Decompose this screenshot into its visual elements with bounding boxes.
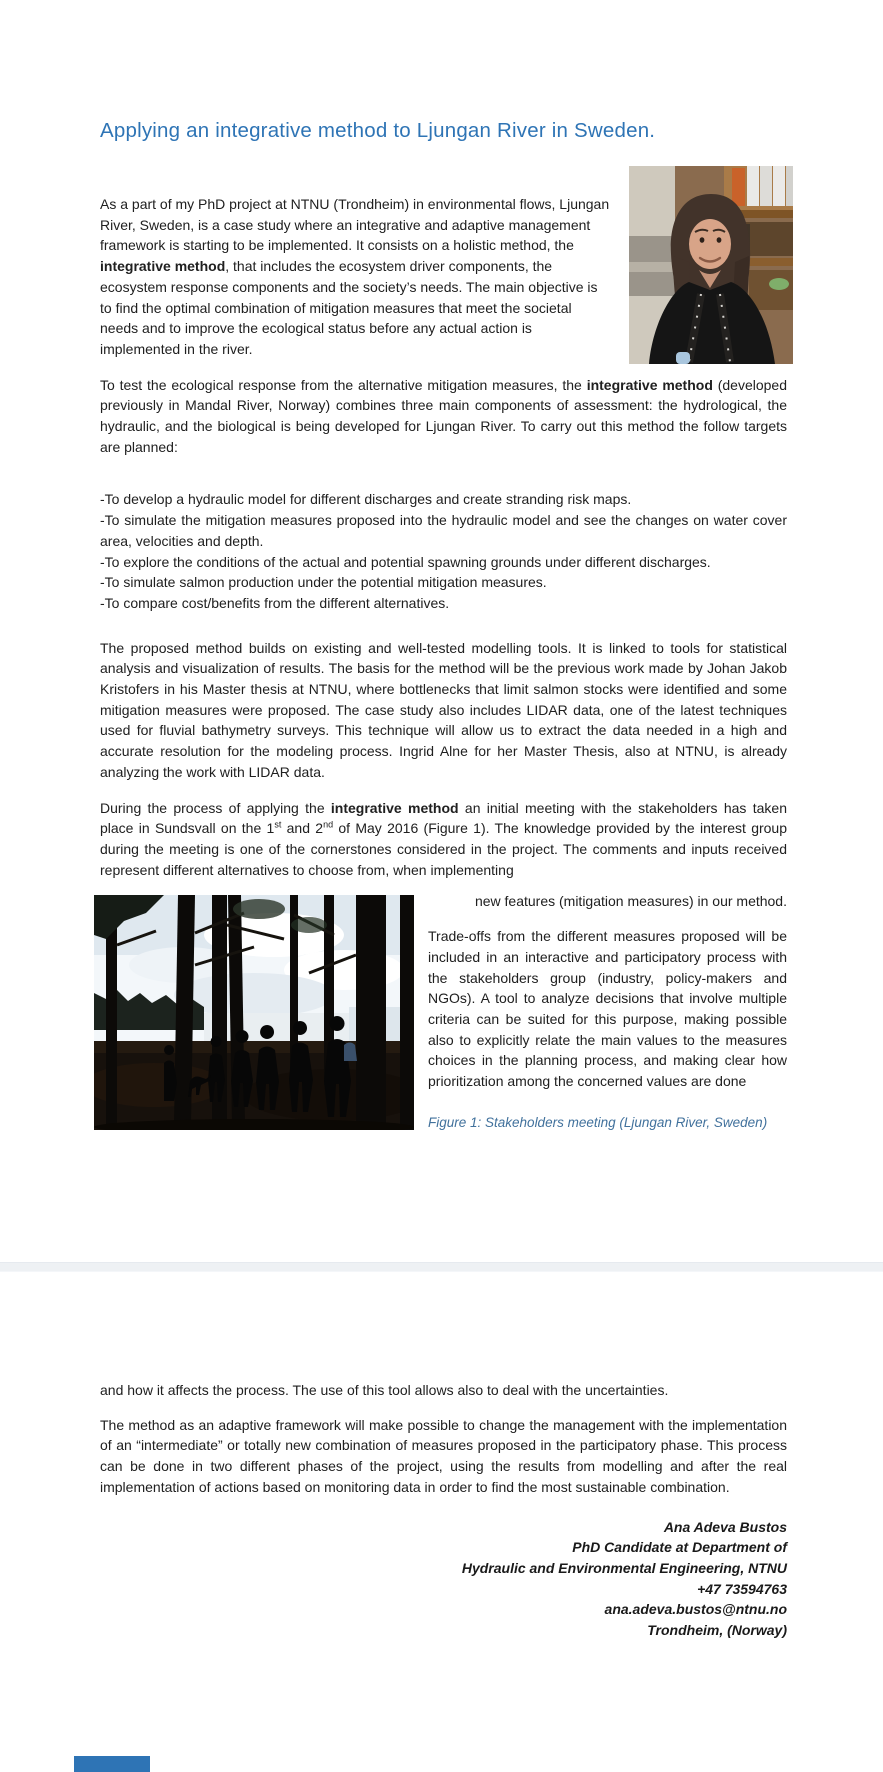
targets-list xyxy=(100,489,787,613)
superscript: nd xyxy=(323,819,334,830)
page-2 xyxy=(0,1272,883,1772)
meeting-photo xyxy=(94,895,414,1130)
goal-item: -To develop a hydraulic model for different discharges and create stranding risk maps. xyxy=(100,491,632,508)
portrait-photo xyxy=(629,166,793,364)
goal-item: -To simulate the mitigation measures proposed into the hydraulic model and see the changes on water cover area, velocities and depth. xyxy=(100,512,787,549)
signature-block xyxy=(100,1517,787,1641)
bold-term: integrative method xyxy=(586,376,713,393)
signature-name: Ana Adeva Bustos xyxy=(663,1518,787,1535)
tools-paragraph: The proposed method builds on existing and well-tested modelling tools. It is linked to tools for statistical analysis and visualization of results. The basis for the method will be the previous work made by Johan Jakob Kristofers in his Master thesis at NTNU, where bottlenecks that limit salmon stocks were identified and some mitigation measures were proposed. The case study also includes LIDAR data, one of the latest techniques used for fluvial bathymetry surveys. This technique will allow us to extract the data needed in a high and accurate resolution for the modeling process. Ingrid Alne for her Master Thesis, also at NTNU, is already analyzing the work with LIDAR data. xyxy=(100,639,787,780)
meeting-photo-illustration xyxy=(94,895,414,1130)
figure-caption: Figure 1: Stakeholders meeting (Ljungan River, Sweden) xyxy=(428,1114,768,1130)
uncertainties-paragraph: and how it affects the process. The use of this tool allows also to deal with the uncertainties. xyxy=(100,1382,669,1398)
paragraph-text: To test the ecological response from the alternative mitigation measures, the xyxy=(100,376,587,393)
overflow-line: new features (mitigation measures) in our method. xyxy=(474,895,787,910)
goal-item: -To simulate salmon production under the potential mitigation measures. xyxy=(100,574,547,591)
meeting-paragraph xyxy=(100,798,787,881)
paragraph-text: and 2 xyxy=(281,820,324,837)
figure-side-column xyxy=(428,895,787,1131)
portrait-photo-illustration xyxy=(629,166,793,364)
intro-section xyxy=(100,194,787,375)
signature-email: ana.adeva.bustos@ntnu.no xyxy=(604,1601,787,1618)
superscript: st xyxy=(274,819,282,830)
paragraph-text: As a part of my PhD project at NTNU (Trondheim) in environmental flows, Ljungan River, Sweden, is a case study where an integrative and adaptive management framework is starting to be implemented. It consists on a holistic method, the xyxy=(100,196,610,254)
bold-term: integrative method xyxy=(100,258,226,275)
tradeoffs-paragraph: Trade-offs from the different measures proposed will be included in an interactive and participatory process with the stakeholders group (industry, policy-makers and NGOs). A tool to analyze decisions that involve multiple criteria can be suited for this purpose, making possible also to explicitly relate the main values to the measures choices in the planning process, and making clear how prioritization among the concerned values are done xyxy=(428,928,787,1090)
goal-item: -To compare cost/benefits from the different alternatives. xyxy=(100,594,450,611)
article-title: Applying an integrative method to Ljungan River in Sweden. xyxy=(100,119,656,142)
signature-role: PhD Candidate at Department of xyxy=(572,1539,787,1556)
bold-term: integrative method xyxy=(330,799,459,816)
paragraph-text: (developed previously in Mandal River, Norway) combines three main components of assessment: the hydrological, the hydraulic, and the biological is being developed for Ljungan River. To carry out this method the follow targets are planned: xyxy=(100,376,788,455)
paragraph-text: an initial meeting with the stakeholders has taken place in Sundsvall on the 1 xyxy=(100,799,787,837)
signature-phone: +47 73594763 xyxy=(697,1580,787,1597)
paragraph-text: During the process of applying the xyxy=(100,799,331,816)
method-paragraph xyxy=(100,375,787,458)
goal-item: -To explore the conditions of the actual and potential spawning grounds under different discharges. xyxy=(100,553,711,570)
signature-department: Hydraulic and Environmental Engineering, NTNU xyxy=(461,1559,787,1576)
paragraph-text: of May 2016 (Figure 1). The knowledge provided by the interest group during the meeting is one of the cornerstones considered in the project. The comments and inputs received represent different alternatives to choose from, when implementing xyxy=(100,820,787,878)
page-break-gap xyxy=(0,1262,883,1272)
figure-section xyxy=(100,895,787,1138)
adaptive-paragraph: The method as an adaptive framework will make possible to change the management with the implementation of an “intermediate” or totally new combination of measures proposed in the participatory phase. This process can be done in two different phases of the project, using the results from modelling and after the real implementation of actions based on monitoring data in order to find the most sustainable combination. xyxy=(100,1416,787,1495)
signature-location: Trondheim, (Norway) xyxy=(647,1622,787,1639)
cut-off-blue-element xyxy=(74,1756,150,1772)
paragraph-text: , that includes the ecosystem driver components, the ecosystem response components and the society’s needs. The main objective is to find the optimal combination of mitigation measures that meet the societal needs and to improve the ecological status before any actual action is implemented in the river. xyxy=(100,258,598,357)
